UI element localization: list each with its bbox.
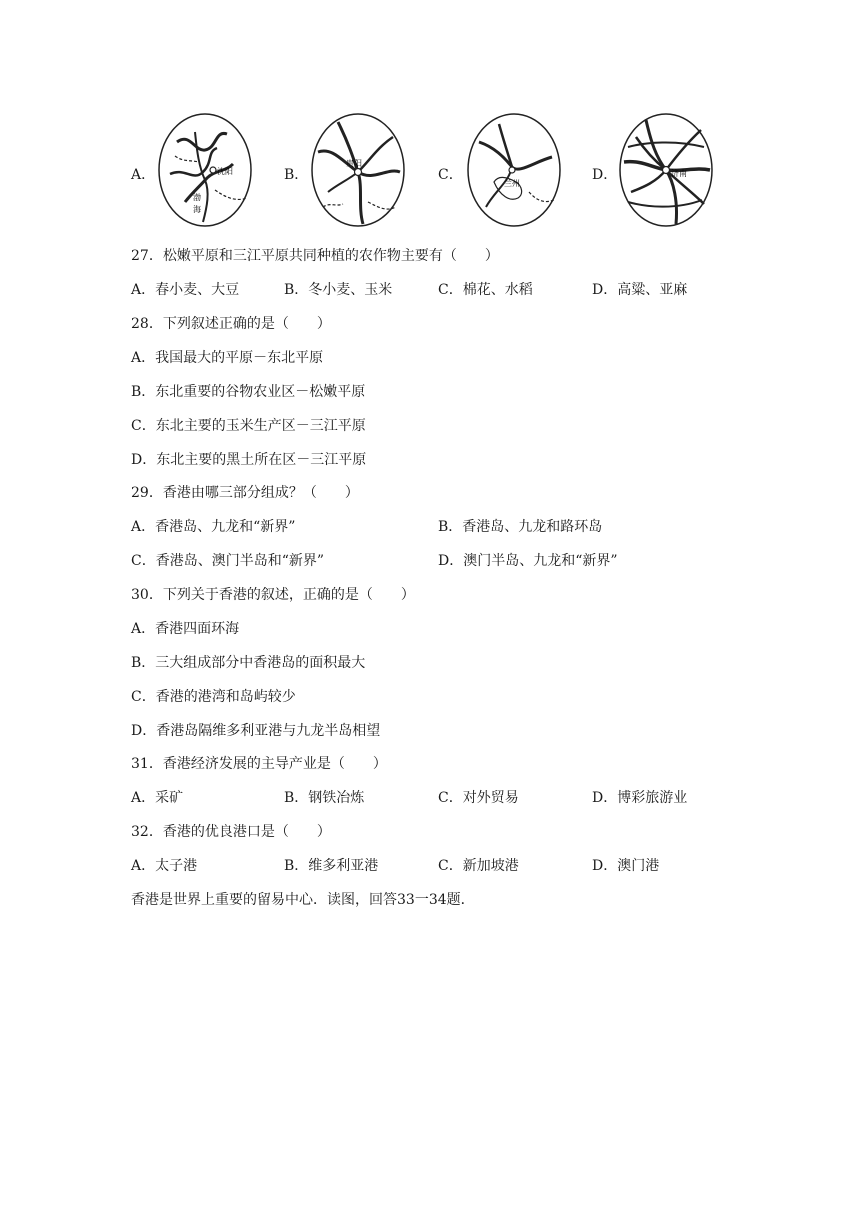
map-lanzhou-image bbox=[464, 112, 564, 230]
q27-option-b[interactable]: B．冬小麦、玉米 bbox=[284, 282, 393, 298]
svg-text:沈阳: 沈阳 bbox=[217, 167, 233, 176]
q30-option-b[interactable]: B．三大组成部分中香港岛的面积最大 bbox=[131, 655, 366, 671]
question-29-stem: 29．香港由哪三部分组成？（ ） bbox=[131, 485, 359, 501]
q27-option-d[interactable]: D．高粱、亚麻 bbox=[592, 282, 688, 298]
q30-option-c[interactable]: C．香港的港湾和岛屿较少 bbox=[131, 689, 296, 705]
question-27-stem: 27．松嫩平原和三江平原共同种植的农作物主要有（ ） bbox=[131, 248, 499, 264]
q27-option-c[interactable]: C．棉花、水稻 bbox=[438, 282, 533, 298]
q30-option-a[interactable]: A．香港四面环海 bbox=[131, 621, 240, 637]
q28-option-a[interactable]: A．我国最大的平原－东北平原 bbox=[131, 350, 324, 366]
q32-option-c[interactable]: C．新加坡港 bbox=[438, 858, 519, 874]
q32-option-b[interactable]: B．维多利亚港 bbox=[284, 858, 379, 874]
q31-option-a[interactable]: A．采矿 bbox=[131, 790, 184, 806]
q28-option-d[interactable]: D．东北主要的黑土所在区－三江平原 bbox=[131, 452, 367, 468]
question-28-stem: 28．下列叙述正确的是（ ） bbox=[131, 316, 331, 332]
q27-option-a[interactable]: A．春小麦、大豆 bbox=[131, 282, 240, 298]
q29-option-b[interactable]: B．香港岛、九龙和路环岛 bbox=[438, 519, 603, 535]
q29-option-a[interactable]: A．香港岛、九龙和“新界” bbox=[131, 519, 296, 535]
q29-option-c[interactable]: C．香港岛、澳门半岛和“新界” bbox=[131, 553, 325, 569]
map-shenyang-image bbox=[155, 112, 255, 230]
question-31-stem: 31．香港经济发展的主导产业是（ ） bbox=[131, 756, 387, 772]
q32-option-d[interactable]: D．澳门港 bbox=[592, 858, 660, 874]
svg-text:渤: 渤 bbox=[193, 193, 201, 202]
q31-option-d[interactable]: D．博彩旅游业 bbox=[592, 790, 688, 806]
q28-option-b[interactable]: B．东北重要的谷物农业区－松嫩平原 bbox=[131, 384, 366, 400]
question-32-stem: 32．香港的优良港口是（ ） bbox=[131, 824, 331, 840]
closing-instruction: 香港是世界上重要的留易中心．读图，回答33一34题． bbox=[131, 892, 475, 908]
map-option-d bbox=[592, 112, 732, 232]
map-option-a bbox=[131, 112, 271, 232]
option-letter: A． bbox=[131, 167, 156, 183]
question-30-stem: 30．下列关于香港的叙述，正确的是（ ） bbox=[131, 587, 415, 603]
map-guiyang-image bbox=[308, 112, 408, 230]
svg-text:济南: 济南 bbox=[671, 169, 687, 178]
svg-text:贵阳: 贵阳 bbox=[346, 159, 362, 168]
q31-option-c[interactable]: C．对外贸易 bbox=[438, 790, 519, 806]
map-options-row bbox=[0, 112, 860, 232]
map-option-b bbox=[284, 112, 424, 232]
option-letter: C． bbox=[438, 167, 463, 183]
svg-text:兰州: 兰州 bbox=[504, 179, 520, 188]
map-option-c bbox=[438, 112, 578, 232]
q29-option-d[interactable]: D．澳门半岛、九龙和“新界” bbox=[438, 553, 618, 569]
svg-text:海: 海 bbox=[193, 205, 201, 214]
q32-option-a[interactable]: A．太子港 bbox=[131, 858, 198, 874]
option-letter: D． bbox=[592, 167, 618, 183]
map-jinan-image bbox=[616, 112, 716, 230]
q30-option-d[interactable]: D．香港岛隔维多利亚港与九龙半岛相望 bbox=[131, 723, 381, 739]
option-letter: B． bbox=[284, 167, 309, 183]
q28-option-c[interactable]: C．东北主要的玉米生产区－三江平原 bbox=[131, 418, 366, 434]
q31-option-b[interactable]: B．钢铁冶炼 bbox=[284, 790, 365, 806]
